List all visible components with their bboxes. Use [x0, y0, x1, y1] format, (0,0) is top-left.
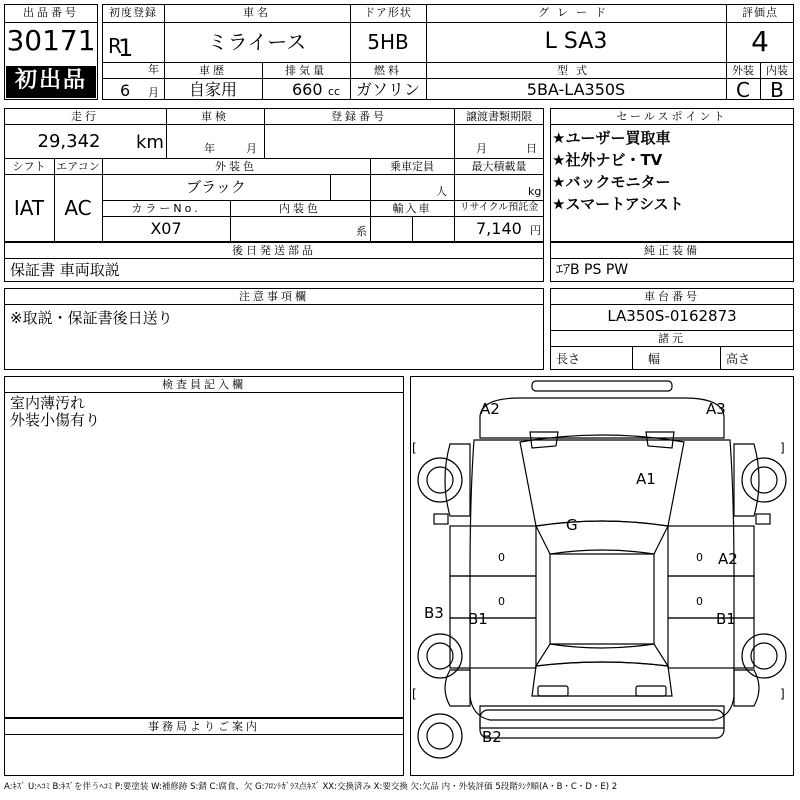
reg-year: 1	[118, 34, 134, 62]
reg-no-label: 登録番号	[331, 110, 387, 123]
sales-point-item: ★スマートアシスト	[552, 195, 684, 213]
import-label: 輸入車	[392, 202, 432, 215]
reg-label: 初度登録	[109, 6, 157, 19]
door-label: ドア形状	[364, 6, 412, 19]
transfer-label: 譲渡書類期限	[466, 110, 532, 123]
damage-mark: B3	[424, 604, 444, 622]
model-code: 5BA-LA350S	[526, 80, 626, 99]
fuel: ガソリン	[355, 80, 420, 99]
inspection-label: 車検	[201, 110, 229, 123]
zero-mark: 0	[696, 551, 703, 564]
month-unit: 月	[148, 86, 159, 99]
colorno: X07	[150, 219, 182, 238]
int-score: B	[770, 78, 784, 102]
bracket: ]	[780, 687, 785, 701]
reg-month: 6	[120, 81, 131, 100]
ext-score: C	[736, 78, 750, 102]
score-label: 評価点	[742, 6, 778, 19]
after-parts-label: 後日発送部品	[232, 244, 316, 257]
damage-mark: A3	[706, 400, 726, 418]
chassis-label: 車台番号	[644, 290, 700, 303]
inspector-line: 外装小傷有り	[10, 411, 101, 429]
lot-number: 30171	[6, 24, 96, 57]
damage-mark: A2	[480, 400, 500, 418]
car-diagram	[410, 376, 794, 776]
score: 4	[751, 25, 769, 58]
damage-mark: B1	[716, 610, 736, 628]
sales-point-item: ★ユーザー買取車	[552, 129, 671, 147]
interior-suffix: 系	[356, 225, 367, 238]
inspector-line: 室内薄汚れ	[10, 394, 86, 412]
inspection-month-unit: 月	[246, 142, 257, 155]
equipment-label: 純正装備	[644, 244, 700, 257]
notes-value: ※取説・保証書後日送り	[10, 309, 173, 327]
damage-mark: A1	[636, 470, 656, 488]
chassis-number: LA350S-0162873	[607, 307, 737, 325]
fuel-label: 燃料	[374, 64, 402, 77]
bracket: ]	[780, 441, 785, 455]
sales-points-label: セールスポイント	[616, 110, 728, 123]
lot-label: 出品番号	[23, 6, 79, 19]
year-unit: 年	[148, 63, 159, 76]
bracket: [	[412, 441, 417, 455]
car-name: ミライース	[207, 30, 307, 54]
grade-label: グレード	[538, 6, 614, 19]
shift-label: シフト	[12, 160, 46, 173]
mileage: 29,342	[37, 131, 101, 152]
zero-mark: 0	[498, 595, 505, 608]
dims-width: 幅	[648, 352, 661, 366]
disp-unit: cc	[328, 85, 341, 98]
load-unit: kg	[528, 185, 542, 198]
color: ブラック	[186, 178, 246, 196]
int-label: 内装	[766, 64, 788, 77]
capacity-unit: 人	[436, 185, 447, 198]
recycle-unit: 円	[530, 224, 541, 237]
transfer-day: 日	[526, 142, 537, 155]
colorno-label: カラーNo.	[131, 202, 201, 215]
grade: L SA3	[544, 29, 608, 54]
bracket: [	[412, 687, 417, 701]
door-type: 5HB	[367, 30, 409, 54]
damage-mark: B2	[482, 728, 502, 746]
dims-length: 長さ	[556, 352, 581, 366]
damage-mark: A2	[718, 550, 738, 568]
name-label: 車名	[243, 6, 271, 19]
mileage-unit: km	[136, 132, 164, 153]
capacity-label: 乗車定員	[390, 160, 434, 173]
recycle-amount: 7,140	[476, 219, 522, 238]
era: R	[108, 34, 122, 58]
shift: IAT	[13, 196, 45, 220]
disp-label: 排気量	[285, 64, 327, 77]
first-listing-text: 初出品	[14, 68, 87, 93]
sales-point-item: ★バックモニター	[552, 173, 671, 191]
zero-mark: 0	[696, 595, 703, 608]
ext-label: 外装	[732, 64, 754, 77]
equipment-value: ｴｱB PS PW	[556, 262, 629, 278]
dims-height: 高さ	[726, 352, 751, 366]
office-label: 事務局よりご案内	[148, 720, 260, 733]
dims-label: 諸元	[658, 332, 686, 345]
inspection-year-unit: 年	[204, 142, 215, 155]
damage-mark: G	[566, 516, 578, 534]
detail-grid	[4, 108, 544, 242]
transfer-month: 月	[476, 142, 487, 155]
ac: AC	[64, 196, 92, 220]
color-label: 外装色	[215, 160, 257, 173]
ac-label: エアコン	[56, 160, 100, 173]
history-label: 車歴	[199, 64, 227, 77]
damage-mark: B1	[468, 610, 488, 628]
interior-label: 内装色	[279, 202, 321, 215]
after-parts-value: 保証書 車両取説	[10, 261, 120, 279]
mileage-label: 走行	[71, 110, 99, 123]
notes-label: 注意事項欄	[239, 290, 309, 303]
legend: A:ｷｽﾞ U:ﾍｺﾐ B:ｷｽﾞを伴うﾍｺﾐ P:要塗装 W:補修跡 S:錆 C:腐食、欠 G:ﾌﾛﾝﾄｶﾞﾗｽ点ｷｽﾞ XX:交換済み X:要交換 欠:欠品 内・外装評価 5段階ﾗﾝｸ順(A・B・C・D・E) 2	[4, 782, 618, 792]
displacement: 660	[292, 80, 323, 99]
zero-mark: 0	[498, 551, 505, 564]
sales-point-item: ★社外ナビ・TV	[552, 151, 663, 169]
model-label: 型式	[557, 64, 595, 77]
history: 自家用	[188, 80, 237, 99]
recycle-label: リサイクル預託金	[459, 202, 539, 213]
load-label: 最大積載量	[471, 160, 527, 173]
inspector-label: 検査員記入欄	[162, 378, 246, 391]
